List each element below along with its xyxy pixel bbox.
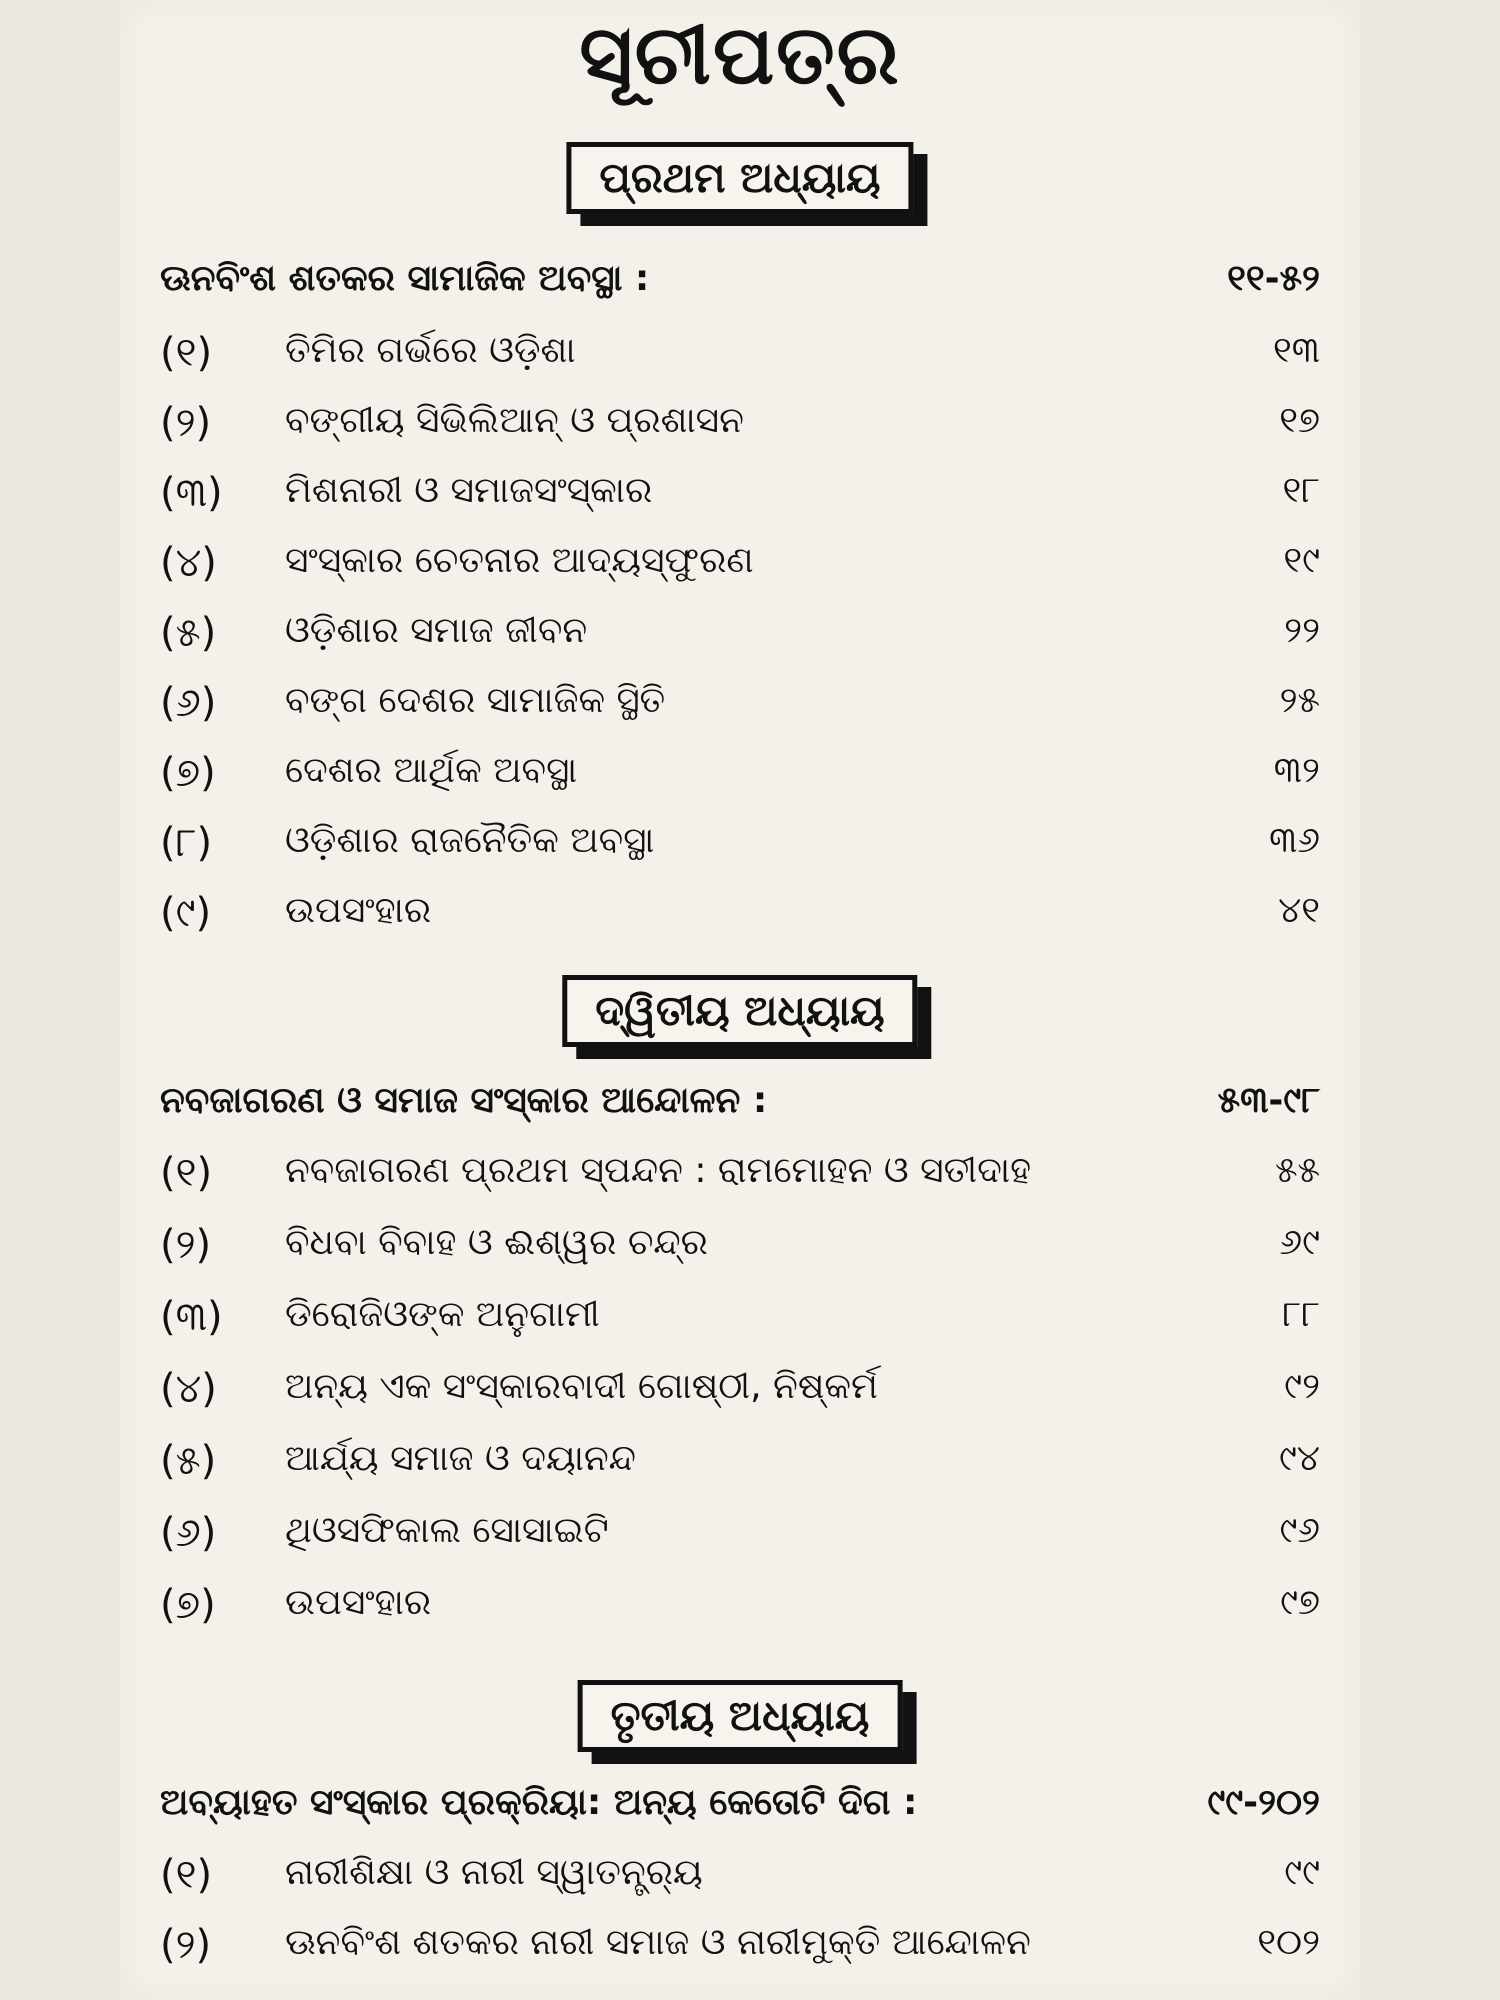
entry-page: ୧୩ — [1272, 330, 1320, 371]
entry-title: ସଂସ୍କାର ଚେତନାର ଆଦ୍ୟସ୍ଫୁରଣ — [285, 540, 754, 581]
toc-entry — [160, 1366, 1340, 1436]
entry-title: ଡିରୋଜିଓଙ୍କ ଅନୁଗାମୀ — [285, 1294, 600, 1335]
entry-title: ଆର୍ଯ୍ୟ ସମାଜ ଓ ଦୟାନନ୍ଦ — [285, 1438, 636, 1479]
entry-title: ନବଜାଗରଣ ପ୍ରଥମ ସ୍ପନ୍ଦନ : ରାମମୋହନ ଓ ସତୀଦାହ — [285, 1150, 1032, 1191]
entry-title: ଦେଶର ଆର୍ଥିକ ଅବସ୍ଥା — [285, 750, 578, 791]
chapter-heading-3: ତୃତୀୟ ଅଧ୍ୟାୟ — [578, 1680, 903, 1752]
toc-entry — [160, 610, 1340, 680]
entry-title: ତିମିର ଗର୍ଭରେ ଓଡ଼ିଶା — [285, 330, 576, 371]
entry-page: ୯୪ — [1279, 1438, 1320, 1479]
entry-title: ବିଧବା ବିବାହ ଓ ଈଶ୍ୱର ଚନ୍ଦ୍ର — [285, 1222, 708, 1263]
section-page-range: ୫୩-୯୮ — [1217, 1080, 1320, 1121]
entry-page: ୧୮ — [1282, 470, 1320, 511]
chapter-heading-2: ଦ୍ୱିତୀୟ ଅଧ୍ୟାୟ — [562, 975, 917, 1047]
entry-page: ୧୯ — [1283, 540, 1320, 581]
section-heading-3 — [160, 1782, 1340, 1842]
entry-number: (୪) — [160, 540, 217, 586]
entry-page: ୧୭ — [1279, 400, 1320, 441]
entry-number: (୮) — [160, 820, 213, 866]
entry-title: ଅନ୍ୟ ଏକ ସଂସ୍କାରବାଦୀ ଗୋଷ୍ଠୀ, ନିଷ୍କର୍ମ — [285, 1366, 878, 1407]
section-page-range: ୧୧-୫୨ — [1227, 258, 1320, 299]
entry-title: ଊନବିଂଶ ଶତକର ନାରୀ ସମାଜ ଓ ନାରୀମୁକ୍ତି ଆନ୍ଦୋଳନ — [285, 1922, 1031, 1963]
entry-page: ୮୮ — [1282, 1294, 1320, 1335]
entry-title: ବଙ୍ଗୀୟ ସିଭିଲିଆନ୍ ଓ ପ୍ରଶାସନ — [285, 400, 744, 441]
entry-page: ୯୯ — [1284, 1852, 1320, 1893]
entry-page: ୫୫ — [1275, 1150, 1320, 1191]
entry-page: ୯୬ — [1279, 1510, 1320, 1551]
entry-title: ଓଡ଼ିଶାର ରାଜନୈତିକ ଅବସ୍ଥା — [285, 820, 655, 861]
section-heading-1 — [160, 258, 1340, 318]
toc-entry — [160, 540, 1340, 610]
entry-number: (୫) — [160, 610, 217, 656]
entry-title: ଓଡ଼ିଶାର ସମାଜ ଜୀବନ — [285, 610, 588, 651]
toc-entry — [160, 890, 1340, 960]
document-page — [120, 0, 1360, 2000]
section-title: ଅବ୍ୟାହତ ସଂସ୍କାର ପ୍ରକ୍ରିୟା: ଅନ୍ୟ କେତୋଟି ଦିଗ : — [160, 1782, 918, 1823]
toc-entry — [160, 1438, 1340, 1508]
toc-entry — [160, 820, 1340, 890]
entry-title: ଥିଓସଫିକାଲ ସୋସାଇଟି — [285, 1510, 609, 1551]
toc-entry — [160, 1222, 1340, 1292]
entry-number: (୨) — [160, 1922, 212, 1968]
entry-title: ଉପସଂହାର — [285, 890, 432, 931]
entry-number: (୯) — [160, 890, 212, 936]
entry-page: ୬୯ — [1279, 1222, 1320, 1263]
entry-number: (୩) — [160, 1294, 223, 1340]
entry-page: ୨୫ — [1279, 680, 1320, 721]
entry-number: (୪) — [160, 1366, 217, 1412]
toc-entry — [160, 1150, 1340, 1220]
entry-title: ନାରୀଶିକ୍ଷା ଓ ନାରୀ ସ୍ୱାତନ୍ତ୍ର୍ୟ — [285, 1852, 703, 1893]
section-title: ଊନବିଂଶ ଶତକର ସାମାଜିକ ଅବସ୍ଥା : — [160, 258, 650, 299]
section-page-range: ୯୯-୨୦୨ — [1207, 1782, 1320, 1823]
entry-page: ୨୨ — [1284, 610, 1320, 651]
entry-number: (୬) — [160, 1510, 217, 1556]
entry-title: ମିଶନାରୀ ଓ ସମାଜସଂସ୍କାର — [285, 470, 653, 511]
toc-entry — [160, 1510, 1340, 1580]
toc-entry — [160, 680, 1340, 750]
toc-entry — [160, 750, 1340, 820]
entry-number: (୨) — [160, 1222, 212, 1268]
entry-number: (୭) — [160, 750, 216, 796]
entry-title: ବଙ୍ଗ ଦେଶର ସାମାଜିକ ସ୍ଥିତି — [285, 680, 666, 721]
toc-entry — [160, 1852, 1340, 1922]
chapter-heading-1: ପ୍ରଥମ ଅଧ୍ୟାୟ — [566, 142, 913, 214]
toc-entry — [160, 330, 1340, 400]
entry-number: (୧) — [160, 330, 213, 376]
section-heading-2 — [160, 1080, 1340, 1140]
entry-number: (୩) — [160, 470, 223, 516]
entry-page: ୩୬ — [1269, 820, 1320, 861]
toc-entry — [160, 1294, 1340, 1364]
entry-page: ୩୨ — [1273, 750, 1320, 791]
entry-number: (୫) — [160, 1438, 217, 1484]
page-title: ସୂଚୀପତ୍ର — [579, 8, 901, 103]
entry-title: ଉପସଂହାର — [285, 1582, 432, 1623]
entry-number: (୧) — [160, 1852, 213, 1898]
section-title: ନବଜାଗରଣ ଓ ସମାଜ ସଂସ୍କାର ଆନ୍ଦୋଳନ : — [160, 1080, 768, 1121]
entry-number: (୨) — [160, 400, 212, 446]
entry-page: ୪୧ — [1278, 890, 1320, 931]
entry-page: ୯୭ — [1280, 1582, 1320, 1623]
toc-entry — [160, 1922, 1340, 1992]
entry-number: (୬) — [160, 680, 217, 726]
entry-number: (୭) — [160, 1582, 216, 1628]
toc-entry — [160, 470, 1340, 540]
entry-number: (୧) — [160, 1150, 213, 1196]
toc-entry — [160, 400, 1340, 470]
entry-page: ୯୨ — [1284, 1366, 1320, 1407]
entry-page: ୧୦୨ — [1257, 1922, 1320, 1963]
toc-entry — [160, 1582, 1340, 1652]
